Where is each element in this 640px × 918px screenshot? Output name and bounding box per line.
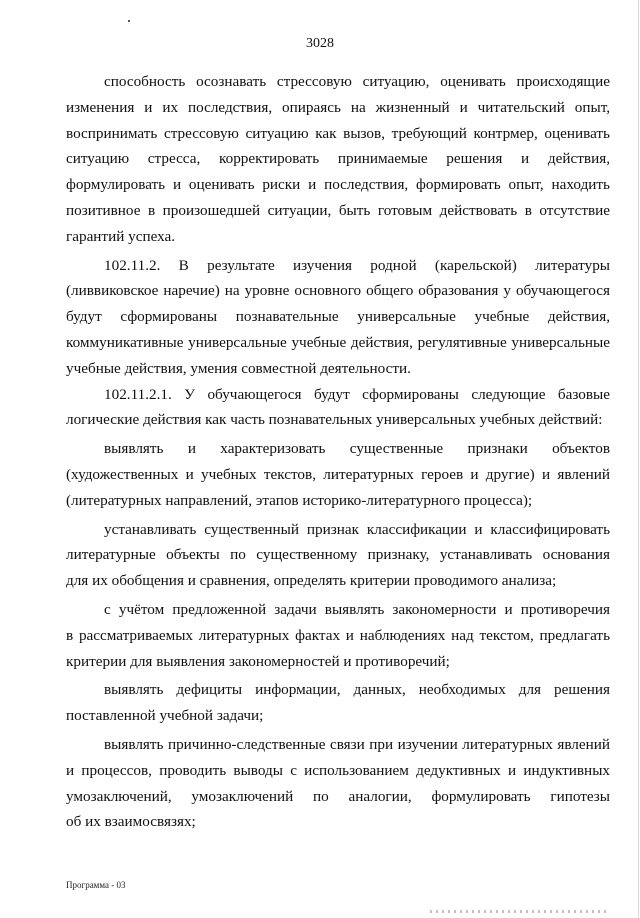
page-edge [638, 0, 639, 918]
text-line: способность осознавать стрессовую ситуацию, оценивать происходящие [104, 73, 610, 90]
paragraph-deficits [66, 677, 610, 729]
paragraph-102-11-2-1 [66, 382, 610, 434]
text-line: критерии для выявления закономерностей и противоречий; [66, 652, 450, 670]
text-line: коммуникативные универсальные учебные действия, регулятивные универсальные [66, 333, 610, 351]
text-line: (литературных направлений, этапов историко-литературного процесса); [66, 491, 533, 509]
text-line: 102.11.2. В результате изучения родной (карельской) литературы [104, 256, 610, 274]
paragraph-stress [66, 69, 610, 250]
text-line: и процессов, проводить выводы с использованием дедуктивных и индуктивных [66, 761, 610, 779]
text-line: устанавливать существенный признак классификации и классифицировать [104, 520, 610, 538]
text-line: выявлять и характеризовать существенные признаки объектов [104, 440, 610, 458]
scan-edge-marks [430, 910, 610, 913]
text-line: в рассматриваемых литературных фактах и наблюдениях над текстом, предлагать [66, 626, 610, 644]
text-line: (ливвиковское наречие) на уровне основного общего образования у обучающегося [66, 282, 610, 300]
paragraph-causal [66, 732, 610, 835]
page-number: 3028 [306, 36, 334, 51]
footer-label: Программа - 03 [66, 880, 126, 890]
text-line: выявлять причинно-следственные связи при изучении литературных явлений [104, 735, 610, 753]
text-line: логические действия как часть познавательных универсальных учебных действий: [66, 411, 603, 429]
text-line: литературные объекты по существенному признаку, устанавливать основания [66, 546, 610, 564]
text-line: воспринимать стрессовую ситуацию как вызов, требующий контрмер, оценивать [66, 124, 610, 142]
text-line: 102.11.2.1. У обучающегося будут сформированы следующие базовые [104, 385, 610, 403]
paragraph-classify [66, 517, 610, 594]
document-body [66, 69, 610, 835]
text-line: изменения и их последствия, опираясь на жизненный и читательский опыт, [66, 98, 610, 116]
text-line: (художественных и учебных текстов, литературных героев и другие) и явлений [66, 465, 610, 483]
text-line: об их взаимосвязях; [66, 813, 196, 831]
paragraph-patterns [66, 597, 610, 674]
text-line: для их обобщения и сравнения, определять критерии проводимого анализа; [66, 572, 557, 590]
text-line: будут сформированы познавательные универсальные учебные действия, [66, 308, 610, 326]
text-line: формулировать и оценивать риски и последствия, формировать опыт, находить [66, 176, 610, 194]
paragraph-102-11-2 [66, 253, 610, 382]
scan-speck [128, 20, 130, 22]
text-line: гарантий успеха. [66, 227, 176, 245]
text-line: с учётом предложенной задачи выявлять закономерности и противоречия [104, 600, 610, 618]
paragraph-identify-features [66, 436, 610, 513]
text-line: умозаключений, умозаключений по аналогии, формулировать гипотезы [66, 787, 610, 805]
text-line: учебные действия, умения совместной деятельности. [66, 359, 411, 377]
text-line: ситуацию стресса, корректировать принимаемые решения и действия, [66, 150, 610, 168]
text-line: выявлять дефициты информации, данных, необходимых для решения [104, 681, 610, 699]
text-line: позитивное в произошедшей ситуации, быть готовым действовать в отсутствие [66, 201, 610, 219]
text-line: поставленной учебной задачи; [66, 707, 264, 725]
